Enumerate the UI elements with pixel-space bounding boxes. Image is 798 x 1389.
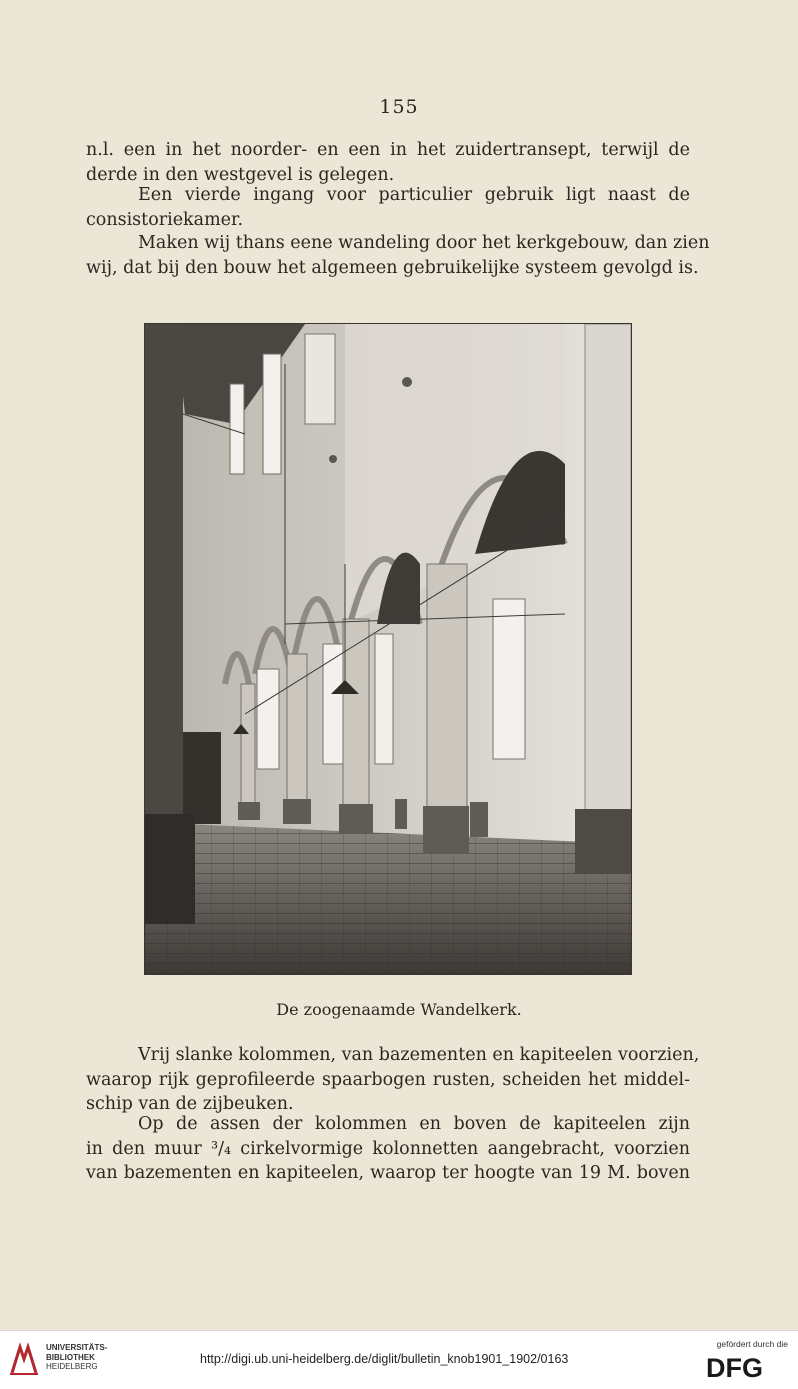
text-line: derde in den westgevel is gelegen.	[86, 164, 395, 185]
paragraph-columns	[86, 1043, 700, 1117]
page-number: 155	[379, 96, 419, 118]
church-interior-photo	[144, 323, 632, 975]
text-line: Vrij slanke kolommen, van bazementen en kapiteelen voorzien,	[138, 1045, 700, 1065]
text-line: van bazementen en kapiteelen, waarop ter hoogte van 19 M. boven	[86, 1163, 690, 1183]
permalink[interactable]: http://digi.ub.uni-heidelberg.de/diglit/bulletin_knob1901_1902/0163	[200, 1352, 569, 1366]
text-line: n.l. een in het noorder- en een in het zuidertransept, terwijl de	[86, 140, 690, 160]
text-line: wij, dat bij den bouw het algemeen gebruikelijke systeem gevolgd is.	[86, 257, 699, 278]
text-line: Op de assen der kolommen en boven de kapiteelen zijn	[138, 1114, 690, 1134]
dfg-logo	[706, 1353, 786, 1381]
dfg-logo-text: DFG	[706, 1353, 763, 1381]
paragraph-walk	[86, 231, 710, 280]
paragraph-entrances	[86, 138, 690, 187]
library-name	[46, 1343, 107, 1372]
figure-caption: De zoogenaamde Wandelkerk.	[276, 1000, 522, 1019]
library-name-line: UNIVERSITÄTS-	[46, 1343, 108, 1352]
text-line: Maken wij thans eene wandeling door het kerkgebouw, dan zien	[138, 233, 710, 253]
text-line: consistoriekamer.	[86, 209, 244, 230]
paragraph-fourth-entrance	[86, 183, 690, 232]
footer-bar	[0, 1330, 798, 1389]
text-line: in den muur ³/₄ cirkelvormige kolonnetten aangebracht, voorzien	[86, 1138, 690, 1159]
library-name-line: BIBLIOTHEK	[46, 1352, 95, 1362]
text-line: schip van de zijbeuken.	[86, 1094, 294, 1114]
university-library-logo	[8, 1341, 40, 1377]
paragraph-colonnettes	[86, 1112, 690, 1186]
text-line: waarop rijk geprofileerde spaarbogen rusten, scheiden het middel-	[86, 1069, 690, 1090]
text-line: Een vierde ingang voor particulier gebruik ligt naast de	[138, 185, 690, 205]
library-name-line: HEIDELBERG	[46, 1362, 98, 1371]
funder-label: gefördert durch die	[716, 1339, 788, 1349]
